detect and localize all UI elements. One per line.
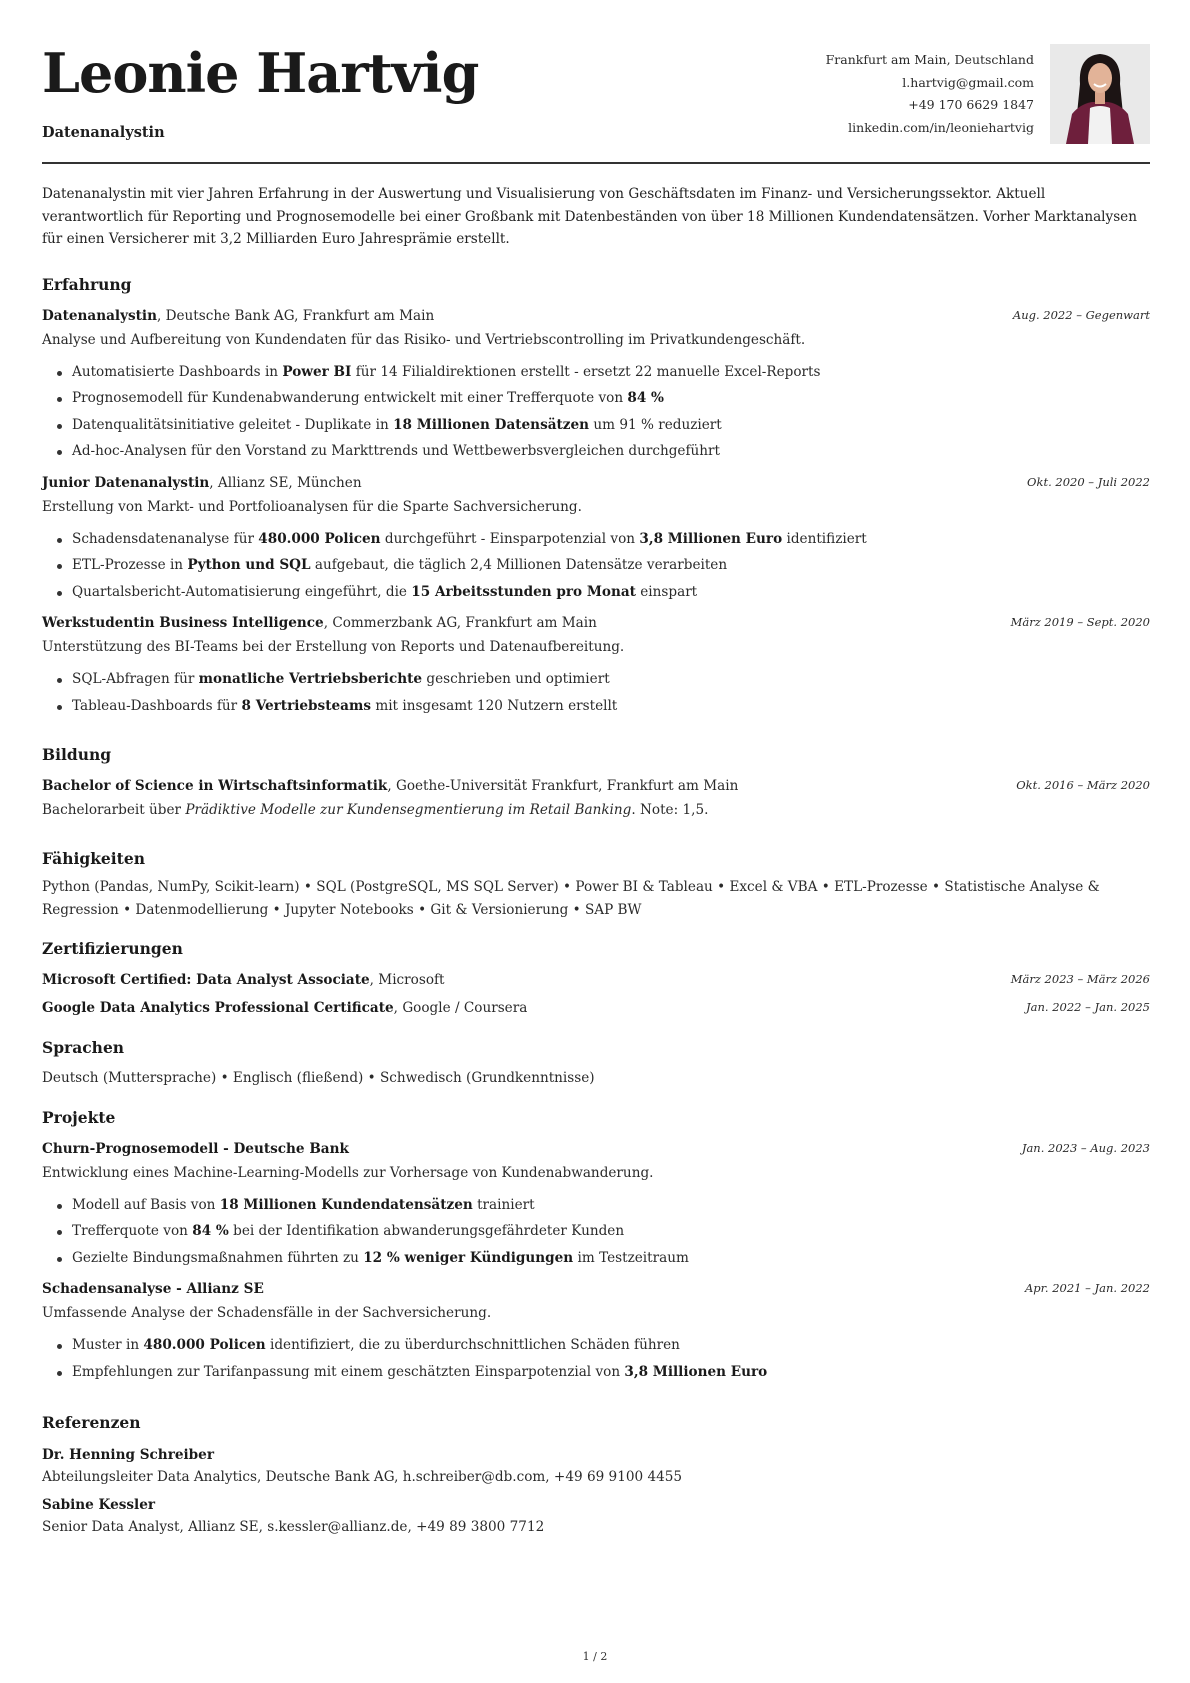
job-bullets (42, 526, 1150, 606)
summary: Datenanalystin mit vier Jahren Erfahrung in der Auswertung und Visualisierung von Geschäftsdaten im Finanz- und Versicherungssektor. Aktuell verantwortlich für Reporting und Prognosemodelle bei einer Großbank mit Datenbeständen von über 18 Millionen Kundendatensätzen. Vorher Marktanalysen für einen Versicherer mit 3,2 Milliarden Euro Jahresprämie erstellt. (42, 186, 1137, 247)
job-date: März 2019 – Sept. 2020 (1010, 615, 1150, 629)
contact-block (826, 49, 1034, 139)
certification-name: Microsoft Certified: Data Analyst Associate (42, 972, 370, 988)
experience-entry (42, 473, 1150, 606)
project-date: Jan. 2023 – Aug. 2023 (1021, 1140, 1150, 1155)
section-title-skills: Fähigkeiten (42, 849, 145, 868)
job-org: , Deutsche Bank AG, Frankfurt am Main (156, 307, 435, 324)
certification-entry (42, 998, 1150, 1018)
reference-name: Dr. Henning Schreiber (42, 1447, 214, 1463)
section-title-projects: Projekte (42, 1107, 116, 1127)
job-date: Okt. 2020 – Juli 2022 (1027, 474, 1150, 489)
bullet-item: Prognosemodell für Kundenabwanderung entwickelt mit einer Trefferquote von 84 % (42, 385, 1150, 412)
job-title: Werkstudentin Business Intelligence (42, 615, 324, 631)
job-org: , Commerzbank AG, Frankfurt am Main (323, 615, 597, 631)
header-divider (42, 162, 1150, 164)
reference-entry (42, 1494, 1150, 1538)
job-bullets (42, 359, 1150, 465)
job-title: Junior Datenanalystin (42, 474, 210, 491)
job-description: Erstellung von Markt- und Portfolioanalysen für die Sparte Sachversicherung. (42, 498, 582, 515)
resume-header (42, 0, 1150, 165)
project-bullets (42, 1192, 1150, 1272)
degree-title: Bachelor of Science in Wirtschaftsinformatik (42, 778, 388, 794)
reference-details: Senior Data Analyst, Allianz SE, s.kessler@allianz.de, +49 89 3800 7712 (42, 1519, 545, 1535)
certification-issuer: , Google / Coursera (393, 1000, 528, 1016)
certification-entry (42, 970, 1150, 990)
section-title-certifications: Zertifizierungen (42, 939, 183, 958)
project-description: Umfassende Analyse der Schadensfälle in der Sachversicherung. (42, 1305, 492, 1321)
project-description: Entwicklung eines Machine-Learning-Modells zur Vorhersage von Kundenabwanderung. (42, 1164, 654, 1181)
job-bullets (42, 666, 1150, 719)
page-number: 1 / 2 (582, 1650, 608, 1663)
section-title-education: Bildung (42, 745, 112, 764)
experience-entry (42, 613, 1150, 719)
bullet-item: Gezielte Bindungsmaßnahmen führten zu 12 % weniger Kündigungen im Testzeitraum (42, 1245, 1150, 1272)
bullet-item: Quartalsbericht-Automatisierung eingeführt, die 15 Arbeitsstunden pro Monat einspart (42, 579, 1150, 606)
languages-list: Deutsch (Muttersprache) • Englisch (fließend) • Schwedisch (Grundkenntnisse) (42, 1070, 595, 1086)
bullet-item: Modell auf Basis von 18 Millionen Kundendatensätzen trainiert (42, 1192, 1150, 1219)
candidate-headline: Datenanalystin (42, 124, 165, 141)
contact-email[interactable]: l.hartvig@gmail.com (902, 74, 1034, 90)
education-org: , Goethe-Universität Frankfurt, Frankfurt am Main (387, 778, 739, 794)
education-entry (42, 776, 1150, 821)
certification-date: Jan. 2022 – Jan. 2025 (1026, 1000, 1150, 1014)
project-date: Apr. 2021 – Jan. 2022 (1025, 1281, 1150, 1295)
reference-name: Sabine Kessler (42, 1497, 156, 1513)
certification-date: März 2023 – März 2026 (1010, 972, 1150, 986)
project-bullets (42, 1332, 1150, 1385)
bullet-item: Tableau-Dashboards für 8 Vertriebsteams mit insgesamt 120 Nutzern erstellt (42, 693, 1150, 720)
section-title-languages: Sprachen (42, 1038, 125, 1057)
job-description: Analyse und Aufbereitung von Kundendaten für das Risiko- und Vertriebscontrolling im Privatkundengeschäft. (42, 331, 806, 348)
contact-phone[interactable]: +49 170 6629 1847 (908, 97, 1034, 112)
job-title: Datenanalystin (42, 307, 157, 324)
skills-list: Python (Pandas, NumPy, Scikit-learn) • SQL (PostgreSQL, MS SQL Server) • Power BI & Tableau • Excel & VBA • ETL-Prozesse • Statistische Analyse & Regression • Datenmodellierung • Jupyter Notebooks • Git & Versionierung • SAP BW (42, 879, 1100, 918)
bullet-item: Schadensdatenanalyse für 480.000 Policen durchgeführt - Einsparpotenzial von 3,8 Millionen Euro identifiziert (42, 526, 1150, 553)
project-entry (42, 1279, 1150, 1385)
bullet-item: Datenqualitätsinitiative geleitet - Duplikate in 18 Millionen Datensätzen um 91 % reduziert (42, 412, 1150, 439)
bullet-item: Trefferquote von 84 % bei der Identifikation abwanderungsgefährdeter Kunden (42, 1218, 1150, 1245)
project-name: Schadensanalyse - Allianz SE (42, 1281, 264, 1297)
candidate-name: Leonie Hartvig (42, 41, 479, 105)
project-entry (42, 1139, 1150, 1272)
job-description: Unterstützung des BI-Teams bei der Erstellung von Reports und Datenaufbereitung. (42, 639, 625, 655)
reference-entry (42, 1444, 1150, 1488)
job-org: , Allianz SE, München (209, 474, 362, 491)
education-date: Okt. 2016 – März 2020 (1016, 778, 1150, 792)
education-description: Bachelorarbeit über Prädiktive Modelle zur Kundensegmentierung im Retail Banking. Note: 1,5. (42, 802, 709, 818)
section-title-experience: Erfahrung (42, 274, 132, 294)
profile-photo (1050, 44, 1150, 144)
contact-location: Frankfurt am Main, Deutschland (825, 52, 1034, 67)
portrait-icon (1050, 44, 1150, 144)
certification-name: Google Data Analytics Professional Certificate (42, 1000, 394, 1016)
bullet-item: ETL-Prozesse in Python und SQL aufgebaut, die täglich 2,4 Millionen Datensätze verarbeiten (42, 552, 1150, 579)
bullet-item: SQL-Abfragen für monatliche Vertriebsberichte geschrieben und optimiert (42, 666, 1150, 693)
job-date: Aug. 2022 – Gegenwart (1012, 307, 1150, 322)
section-title-references: Referenzen (42, 1413, 141, 1432)
contact-linkedin[interactable]: linkedin.com/in/leoniehartvig (848, 119, 1034, 135)
bullet-item: Empfehlungen zur Tarifanpassung mit einem geschätzten Einsparpotenzial von 3,8 Millionen Euro (42, 1359, 1150, 1386)
reference-details: Abteilungsleiter Data Analytics, Deutsche Bank AG, h.schreiber@db.com, +49 69 9100 4455 (42, 1469, 683, 1485)
bullet-item: Ad-hoc-Analysen für den Vorstand zu Markttrends und Wettbewerbsvergleichen durchgeführt (42, 438, 1150, 465)
bullet-item: Muster in 480.000 Policen identifiziert, die zu überdurchschnittlichen Schäden führen (42, 1332, 1150, 1359)
certification-issuer: , Microsoft (369, 972, 445, 988)
resume-page (42, 0, 1150, 1544)
experience-entry (42, 306, 1150, 465)
project-name: Churn-Prognosemodell - Deutsche Bank (42, 1140, 349, 1157)
bullet-item: Automatisierte Dashboards in Power BI für 14 Filialdirektionen erstellt - ersetzt 22 manuelle Excel-Reports (42, 359, 1150, 386)
